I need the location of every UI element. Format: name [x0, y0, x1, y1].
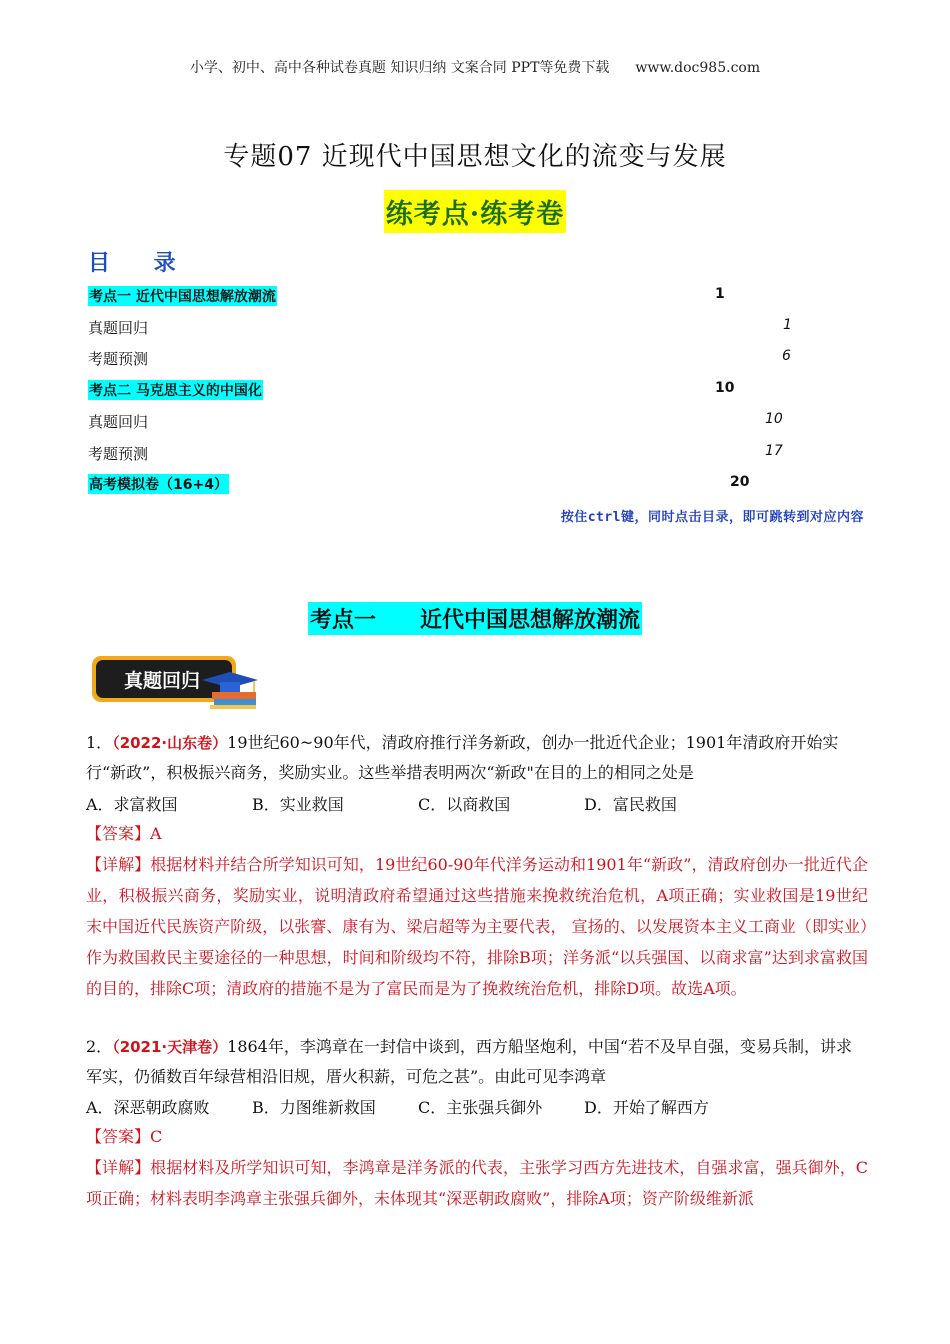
toc-item-label: 考题预测 [88, 445, 149, 463]
toc-item-predictions-2[interactable] [88, 441, 868, 465]
explanation-label: 【详解】 [86, 1158, 151, 1177]
question-2-stem [86, 1032, 866, 1092]
toc-item-predictions-1[interactable] [88, 346, 868, 370]
toc-item-real-questions-1[interactable] [88, 315, 868, 339]
option-a: A．深恶朝政腐败 [86, 1098, 210, 1117]
toc-item-page: 1 [715, 286, 725, 302]
question-2-explanation [86, 1152, 868, 1214]
header-text: 小学、初中、高中各种试卷真题 知识归纳 文案合同 PPT等免费下载 [189, 60, 610, 76]
toc-item-label: 考点二 马克思主义的中国化 [88, 380, 263, 400]
site-header [0, 57, 950, 77]
question-source: （2022·山东卷） [112, 734, 228, 752]
section-heading-part2: 近代中国思想解放潮流 [420, 608, 641, 633]
question-source: （2021·天津卷） [112, 1038, 228, 1056]
toc-item-page: 1 [783, 317, 792, 333]
toc-item-topic2[interactable] [88, 378, 868, 402]
badge-label: 真题回归 [123, 670, 201, 692]
toc-item-page: 10 [765, 411, 783, 427]
question-1-explanation [86, 849, 868, 1004]
option-c: C．主张强兵御外 [418, 1098, 543, 1117]
document-title: 专题07 近现代中国思想文化的流变与发展 [223, 142, 727, 172]
toc-item-page: 17 [765, 443, 783, 459]
toc-heading: 目 录 [88, 251, 194, 276]
question-stem-text: 19世纪60~90年代，清政府推行洋务新政，创办一批近代企业；1901年清政府开始实行“新政”，积极振兴商务，奖励实业。这些举措表明两次“新政"在目的上的相同之处是 [86, 733, 839, 782]
question-1-answer: 【答案】A [86, 824, 162, 843]
question-number: 2． [86, 1037, 113, 1056]
option-b: B．力图维新救国 [252, 1098, 376, 1117]
explanation-text: 根据材料并结合所学知识可知，19世纪60-90年代洋务运动和1901年“新政”，清政府创办一批近代企业，积极振兴商务，奖励实业，说明清政府希望通过这些措施来挽救统治危机，A项正确；实业救国是19世纪末中国近代民族资产阶级，以张謇、康有为、梁启超等为主要代表， 宣扬的、以发展资本主义工商业（即实业）作为救国救民主要途径的一种思想，时间和阶级均不符，排除B项；洋务派“以兵强国、以商求富”达到求富救国的目的，排除C项；清政府的措施不是为了富民而是为了挽救统治危机，排除D项。故选A项。 [86, 855, 868, 998]
real-questions-badge-image [90, 652, 262, 710]
question-1-stem [86, 728, 866, 788]
section-heading [308, 602, 642, 635]
toc-item-label: 真题回归 [88, 319, 149, 337]
option-d: D．富民救国 [584, 795, 677, 814]
ctrl-click-note: 按住ctrl键，同时点击目录，即可跳转到对应内容 [560, 510, 864, 525]
toc-item-real-questions-2[interactable] [88, 409, 868, 433]
question-2-answer: 【答案】C [86, 1127, 163, 1146]
question-2-options [86, 1091, 866, 1121]
toc-item-page: 6 [782, 348, 791, 364]
toc-item-topic1[interactable] [88, 284, 868, 308]
header-url-link[interactable]: www.doc985.com [635, 60, 761, 76]
option-b: B．实业救国 [252, 795, 344, 814]
toc-item-label: 真题回归 [88, 413, 149, 431]
section-heading-part1: 考点一 [309, 608, 376, 633]
option-c: C．以商救国 [418, 795, 511, 814]
toc-item-label: 考点一 近代中国思想解放潮流 [88, 286, 277, 306]
document-subtitle: 练考点·练考卷 [384, 190, 566, 233]
toc-item-mock-exam[interactable] [88, 472, 868, 496]
explanation-label: 【详解】 [86, 855, 151, 874]
toc-item-page: 20 [730, 474, 750, 490]
option-d: D．开始了解西方 [584, 1098, 709, 1117]
question-stem-text: 1864年，李鸿章在一封信中谈到，西方船坚炮利，中国“若不及早自强，变易兵制，讲求军实，仍循数百年绿营相沿旧规，厝火积薪，可危之甚”。由此可见李鸿章 [86, 1037, 853, 1086]
explanation-text: 根据材料及所学知识可知，李鸿章是洋务派的代表，主张学习西方先进技术，自强求富，强兵御外，C项正确；材料表明李鸿章主张强兵御外，未体现其“深恶朝政腐败”，排除A项；资产阶级维新派 [86, 1158, 868, 1208]
option-a: A．求富救国 [86, 795, 178, 814]
toc-item-label: 考题预测 [88, 350, 149, 368]
toc-item-page: 10 [715, 380, 735, 396]
question-number: 1． [86, 733, 113, 752]
toc-item-label: 高考模拟卷（16+4） [88, 474, 229, 494]
question-1-options [86, 788, 866, 818]
